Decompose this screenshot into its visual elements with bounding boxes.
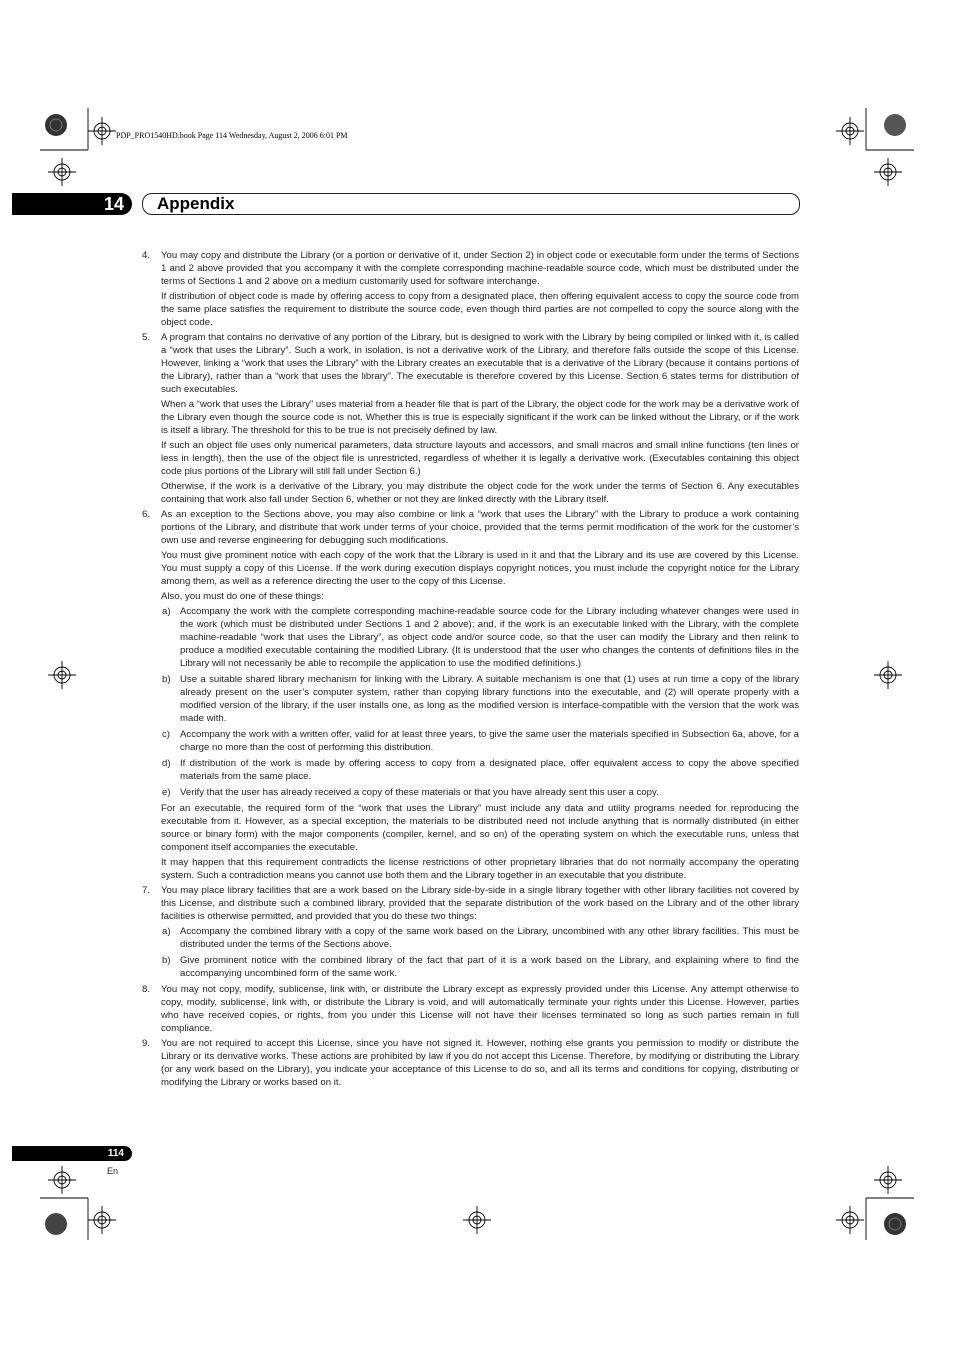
item-letter: d) xyxy=(162,758,171,769)
section-8 xyxy=(142,983,799,1035)
language-code: En xyxy=(107,1166,119,1176)
list-item xyxy=(142,954,799,980)
item-text: Use a suitable shared library mechanism for linking with the Library. A suitable mechanism is one that (1) uses at run time a copy of the library already present on the user’s computer system, rather than copying library functions into the executable, and (2) will operate properly with a modified version of the library, if the user installs one, as long as the modified version is interface-compatible with the version that the work was made with. xyxy=(180,674,799,724)
list-item xyxy=(142,605,799,670)
list-item xyxy=(142,757,799,783)
section-9 xyxy=(142,1037,799,1089)
section-paragraph: When a “work that uses the Library” uses material from a header file that is part of the Library, the object code for the work may be a derivative work of the Library even though the source code is not. Whether this is true is especially significant if the work can be linked without the Library, or if the work is itself a library. The threshold for this to be true is not precisely defined by law. xyxy=(161,399,799,436)
item-text: Give prominent notice with the combined library of the fact that part of it is a work based on the Library, and explaining where to find the accompanying uncombined form of the same work. xyxy=(180,955,799,979)
item-letter: e) xyxy=(162,787,171,798)
item-letter: a) xyxy=(162,606,171,617)
section-number: 9. xyxy=(142,1038,151,1049)
section-paragraph: For an executable, the required form of the “work that uses the Library” must include any data and utility programs needed for reproducing the executable from it. However, as a special exception, the materials to be distributed need not include anything that is normally distributed (in either source or binary form) with the major components (compiler, kernel, and so on) of the operating system on which the executable runs, unless that component itself accompanies the executable. xyxy=(161,803,799,853)
list-item xyxy=(142,786,799,799)
item-text: If distribution of the work is made by offering access to copy from a designated place, offer equivalent access to copy the above specified materials from the same place. xyxy=(180,758,799,782)
section-text: You may place library facilities that are a work based on the Library side-by-side in a single library together with other library facilities not covered by this License, and distribute such a combined library, provided that the separate distribution of the work based on the Library and of the other library facilities is otherwise permitted, and provided that you do these two things: xyxy=(161,885,799,922)
section-paragraph: It may happen that this requirement contradicts the license restrictions of other proprietary libraries that do not normally accompany the operating system. Such a contradiction means you cannot use both them and the Library together in an executable that you distribute. xyxy=(161,857,799,881)
section-number: 7. xyxy=(142,885,151,896)
item-letter: b) xyxy=(162,955,171,966)
section-number: 8. xyxy=(142,984,151,995)
section-paragraph: If such an object file uses only numerical parameters, data structure layouts and accessors, and small macros and small inline functions (ten lines or less in length), then the use of the object file is unrestricted, regardless of whether it is legally a derivative work. (Executables containing this object code plus portions of the Library will still fall under Section 6.) xyxy=(161,440,799,477)
item-text: Accompany the work with the complete corresponding machine-readable source code for the Library including whatever changes were used in the work (which must be distributed under Sections 1 and 2 above); and, if the work is an executable linked with the Library, with the complete machine-readable “work that uses the Library”, as object code and/or source code, so that the user can modify the Library and then relink to produce a modified executable containing the modified Library. (It is understood that the user who changes the contents of definitions files in the Library will not necessarily be able to recompile the application to use the modified definitions.) xyxy=(180,606,799,669)
section-text: You may not copy, modify, sublicense, link with, or distribute the Library except as expressly provided under this License. Any attempt otherwise to copy, modify, sublicense, link with, or distribute the Library is void, and will automatically terminate your rights under this License. However, parties who have received copies, or rights, from you under this License will not have their licenses terminated so long as such parties remain in full compliance. xyxy=(161,984,799,1034)
item-text: Accompany the combined library with a copy of the same work based on the Library, uncombined with any other library facilities. This must be distributed under the terms of the Sections above. xyxy=(180,926,799,950)
item-text: Verify that the user has already received a copy of these materials or that you have already sent this user a copy. xyxy=(180,787,659,798)
section-4 xyxy=(142,249,799,288)
list-item xyxy=(142,673,799,725)
section-paragraph: If distribution of object code is made by offering access to copy from a designated place, then offering equivalent access to copy the source code from the same place satisfies the requirement to distribute the source code, even though third parties are not compelled to copy the source along with the object code. xyxy=(161,291,799,328)
section-text: As an exception to the Sections above, you may also combine or link a “work that uses the Library” with the Library to produce a work containing portions of the Library, and distribute that work under terms of your choice, provided that the terms permit modification of the work for the customer’s own use and reverse engineering for debugging such modifications. xyxy=(161,509,799,546)
section-number: 5. xyxy=(142,332,151,343)
list-item xyxy=(142,925,799,951)
section-paragraph: Otherwise, if the work is a derivative of the Library, you may distribute the object code for the work under the terms of Section 6. Any executables containing that work also fall under Section 6, whether or not they are linked directly with the Library itself. xyxy=(161,481,799,505)
page-number-tab xyxy=(12,1146,132,1161)
license-text xyxy=(142,249,799,1091)
section-text: A program that contains no derivative of any portion of the Library, but is designed to work with the Library by being compiled or linked with it, is called a “work that uses the Library”. Such a work, in isolation, is not a derivative work of the Library, and therefore falls outside the scope of this License. However, linking a “work that uses the Library” with the Library creates an executable that is a derivative of the Library (because it contains portions of the Library), rather than a “work that uses the library”. The executable is therefore covered by this License. Section 6 states terms for distribution of such executables. xyxy=(161,332,799,395)
page-number: 114 xyxy=(107,1148,124,1159)
section-7 xyxy=(142,884,799,923)
section-text: You may copy and distribute the Library (or a portion or derivative of it, under Section 2) in object code or executable form under the terms of Sections 1 and 2 above provided that you accompany it with the complete corresponding machine-readable source code, which must be distributed under the terms of Sections 1 and 2 above on a medium customarily used for software interchange. xyxy=(161,250,799,287)
section-paragraph: You must give prominent notice with each copy of the work that the Library is used in it and that the Library and its use are covered by this License. You must supply a copy of this License. If the work during execution displays copyright notices, you must include the copyright notice for the Library among them, as well as a reference directing the user to the copy of this License. xyxy=(161,550,799,587)
chapter-title-bar xyxy=(142,193,800,215)
section-5 xyxy=(142,331,799,396)
item-letter: c) xyxy=(162,729,170,740)
item-letter: b) xyxy=(162,674,171,685)
chapter-number: 14 xyxy=(103,194,124,214)
item-letter: a) xyxy=(162,926,171,937)
chapter-title: Appendix xyxy=(157,194,235,213)
section-number: 4. xyxy=(142,250,151,261)
section-number: 6. xyxy=(142,509,151,520)
book-file-info: PDP_PRO1540HD.book Page 114 Wednesday, August 2, 2006 6:01 PM xyxy=(116,131,348,140)
list-item xyxy=(142,728,799,754)
item-text: Accompany the work with a written offer, valid for at least three years, to give the same user the materials specified in Subsection 6a, above, for a charge no more than the cost of performing this distribution. xyxy=(180,729,799,753)
section-text: You are not required to accept this License, since you have not signed it. However, nothing else grants you permission to modify or distribute the Library or its derivative works. These actions are prohibited by law if you do not accept this License. Therefore, by modifying or distributing the Library (or any work based on the Library), you indicate your acceptance of this License to do so, and all its terms and conditions for copying, distributing or modifying the Library or works based on it. xyxy=(161,1038,799,1088)
chapter-number-tab xyxy=(12,193,132,215)
section-6 xyxy=(142,508,799,547)
section-paragraph: Also, you must do one of these things: xyxy=(161,591,324,602)
